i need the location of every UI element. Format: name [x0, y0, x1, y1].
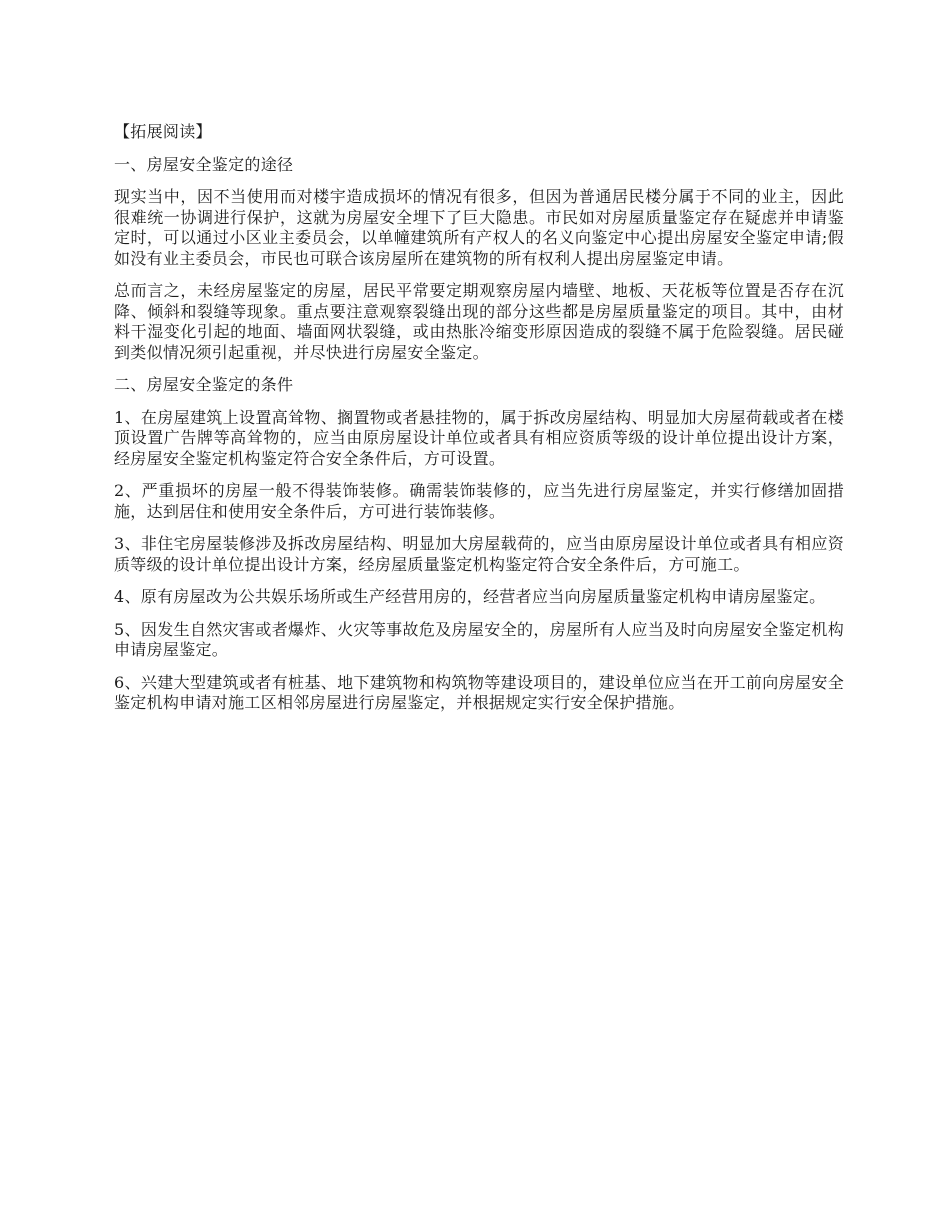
- condition-item-5: 5、因发生自然灾害或者爆炸、火灾等事故危及房屋安全的，房屋所有人应当及时向房屋安全鉴定机构申请房屋鉴定。: [114, 619, 844, 659]
- section1-paragraph-2: 总而言之，未经房屋鉴定的房屋，居民平常要定期观察房屋内墙壁、地板、天花板等位置是否存在沉降、倾斜和裂缝等现象。重点要注意观察裂缝出现的部分这些都是房屋质量鉴定的项目。其中，由材料干湿变化引起的地面、墙面网状裂缝，或由热胀冷缩变形原因造成的裂缝不属于危险裂缝。居民碰到类似情况须引起重视，并尽快进行房屋安全鉴定。: [114, 281, 844, 362]
- condition-item-4: 4、原有房屋改为公共娱乐场所或生产经营用房的，经营者应当向房屋质量鉴定机构申请房屋鉴定。: [114, 587, 826, 606]
- section2-heading: 二、房屋安全鉴定的条件: [114, 375, 294, 394]
- section1-heading: 一、房屋安全鉴定的途径: [114, 154, 294, 174]
- condition-item-1: 1、在房屋建筑上设置高耸物、搁置物或者悬挂物的，属于拆改房屋结构、明显加大房屋荷载或者在楼顶设置广告牌等高耸物的，应当由原房屋设计单位或者具有相应资质等级的设计单位提出设计方案，经房屋安全鉴定机构鉴定符合安全条件后，方可设置。: [114, 407, 844, 468]
- document-page: [114, 122, 844, 726]
- condition-item-2: 2、严重损坏的房屋一般不得装饰装修。确需装饰装修的，应当先进行房屋鉴定，并实行修缮加固措施，达到居住和使用安全条件后，方可进行装饰装修。: [114, 481, 844, 521]
- condition-item-3: 3、非住宅房屋装修涉及拆改房屋结构、明显加大房屋载荷的，应当由原房屋设计单位或者具有相应资质等级的设计单位提出设计方案，经房屋质量鉴定机构鉴定符合安全条件后，方可施工。: [114, 534, 844, 574]
- section1-paragraph-1: 现实当中，因不当使用而对楼宇造成损坏的情况有很多，但因为普通居民楼分属于不同的业主，因此很难统一协调进行保护，这就为房屋安全埋下了巨大隐患。市民如对房屋质量鉴定存在疑虑并申请鉴定时，可以通过小区业主委员会，以单幢建筑所有产权人的名义向鉴定中心提出房屋安全鉴定申请;假如没有业主委员会，市民也可联合该房屋所在建筑物的所有权利人提出房屋鉴定申请。: [114, 187, 844, 268]
- condition-item-6: 6、兴建大型建筑或者有桩基、地下建筑物和构筑物等建设项目的，建设单位应当在开工前向房屋安全鉴定机构申请对施工区相邻房屋进行房屋鉴定，并根据规定实行安全保护措施。: [114, 672, 844, 712]
- extended-reading-label: 【拓展阅读】: [114, 122, 212, 141]
